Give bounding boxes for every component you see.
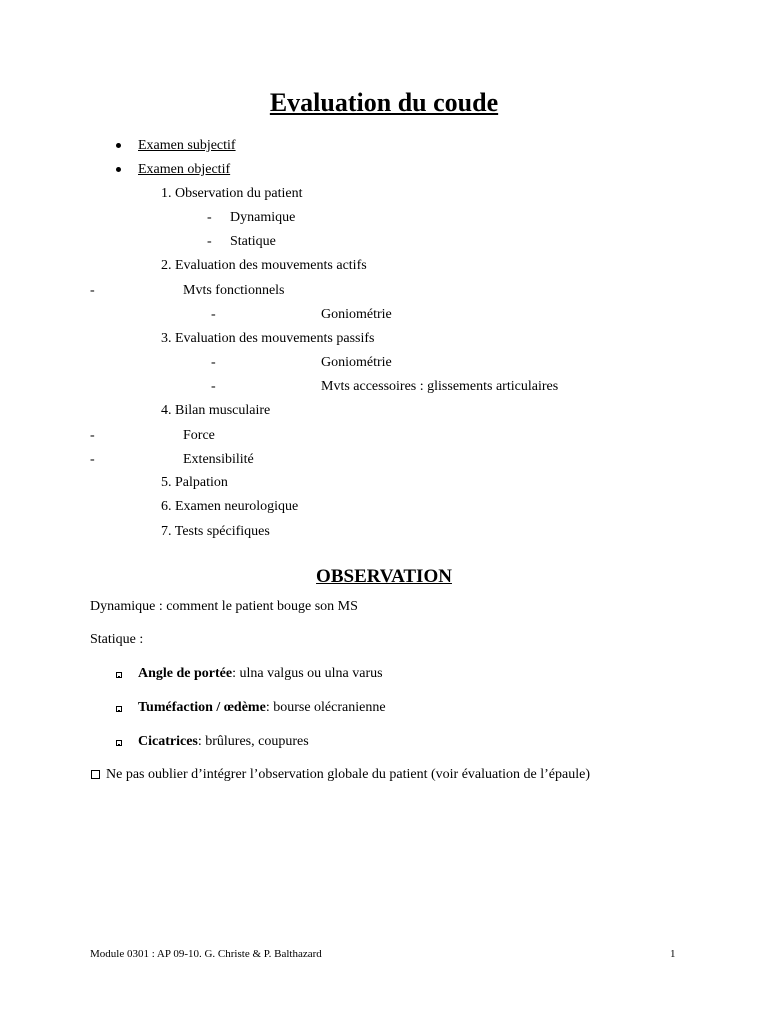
page-number: 1 bbox=[670, 948, 676, 960]
outline-item-2a: Mvts fonctionnels bbox=[183, 283, 285, 298]
bullet-icon bbox=[116, 143, 121, 148]
outline-item-7: 7. Tests spécifiques bbox=[161, 524, 270, 539]
dash-marker: - bbox=[90, 452, 95, 467]
outline-item-4a: Force bbox=[183, 428, 215, 443]
section-heading-observation: OBSERVATION bbox=[316, 566, 452, 587]
outline-item-2b: Goniométrie bbox=[321, 307, 392, 322]
outline-item-3b: Mvts accessoires : glissements articulaires bbox=[321, 379, 559, 394]
footer-text: Module 0301 : AP 09-10. G. Christe & P. Balthazard bbox=[90, 948, 322, 960]
outline-item-3: 3. Evaluation des mouvements passifs bbox=[161, 331, 375, 346]
dash-marker: - bbox=[90, 283, 95, 298]
dash-marker: - bbox=[90, 428, 95, 443]
outline-item-1: 1. Observation du patient bbox=[161, 186, 303, 201]
statique-text: Statique : bbox=[90, 632, 144, 647]
outline-item-3a: Goniométrie bbox=[321, 355, 392, 370]
square-bullet-icon bbox=[116, 706, 122, 712]
dash-marker: - bbox=[207, 210, 212, 225]
outline-item-1b: Statique bbox=[230, 234, 276, 249]
outline-item-4b: Extensibilité bbox=[183, 452, 254, 467]
outline-bullet-objectif: Examen objectif bbox=[138, 162, 231, 177]
outline-item-6: 6. Examen neurologique bbox=[161, 499, 299, 514]
global-observation-note: Ne pas oublier d’intégrer l’observation globale du patient (voir évaluation de l’épaule) bbox=[106, 767, 590, 782]
dash-marker: - bbox=[211, 355, 216, 370]
bullet-icon bbox=[116, 167, 121, 172]
outline-item-4: 4. Bilan musculaire bbox=[161, 403, 271, 418]
square-bullet-icon bbox=[116, 672, 122, 678]
dash-marker: - bbox=[207, 234, 212, 249]
outline-item-2: 2. Evaluation des mouvements actifs bbox=[161, 258, 367, 273]
observation-point: Cicatrices: brûlures, coupures bbox=[138, 734, 309, 749]
page-title: Evaluation du coude bbox=[269, 88, 499, 117]
outline-item-5: 5. Palpation bbox=[161, 475, 228, 490]
checkbox-icon bbox=[91, 770, 100, 779]
dash-marker: - bbox=[211, 307, 216, 322]
outline-bullet-subjectif: Examen subjectif bbox=[138, 138, 236, 153]
observation-point: Angle de portée: ulna valgus ou ulna varus bbox=[138, 666, 383, 681]
square-bullet-icon bbox=[116, 740, 122, 746]
dash-marker: - bbox=[211, 379, 216, 394]
outline-item-1a: Dynamique bbox=[230, 210, 296, 225]
observation-point: Tuméfaction / œdème: bourse olécranienne bbox=[138, 700, 386, 715]
dynamique-text: Dynamique : comment le patient bouge son MS bbox=[90, 599, 358, 614]
